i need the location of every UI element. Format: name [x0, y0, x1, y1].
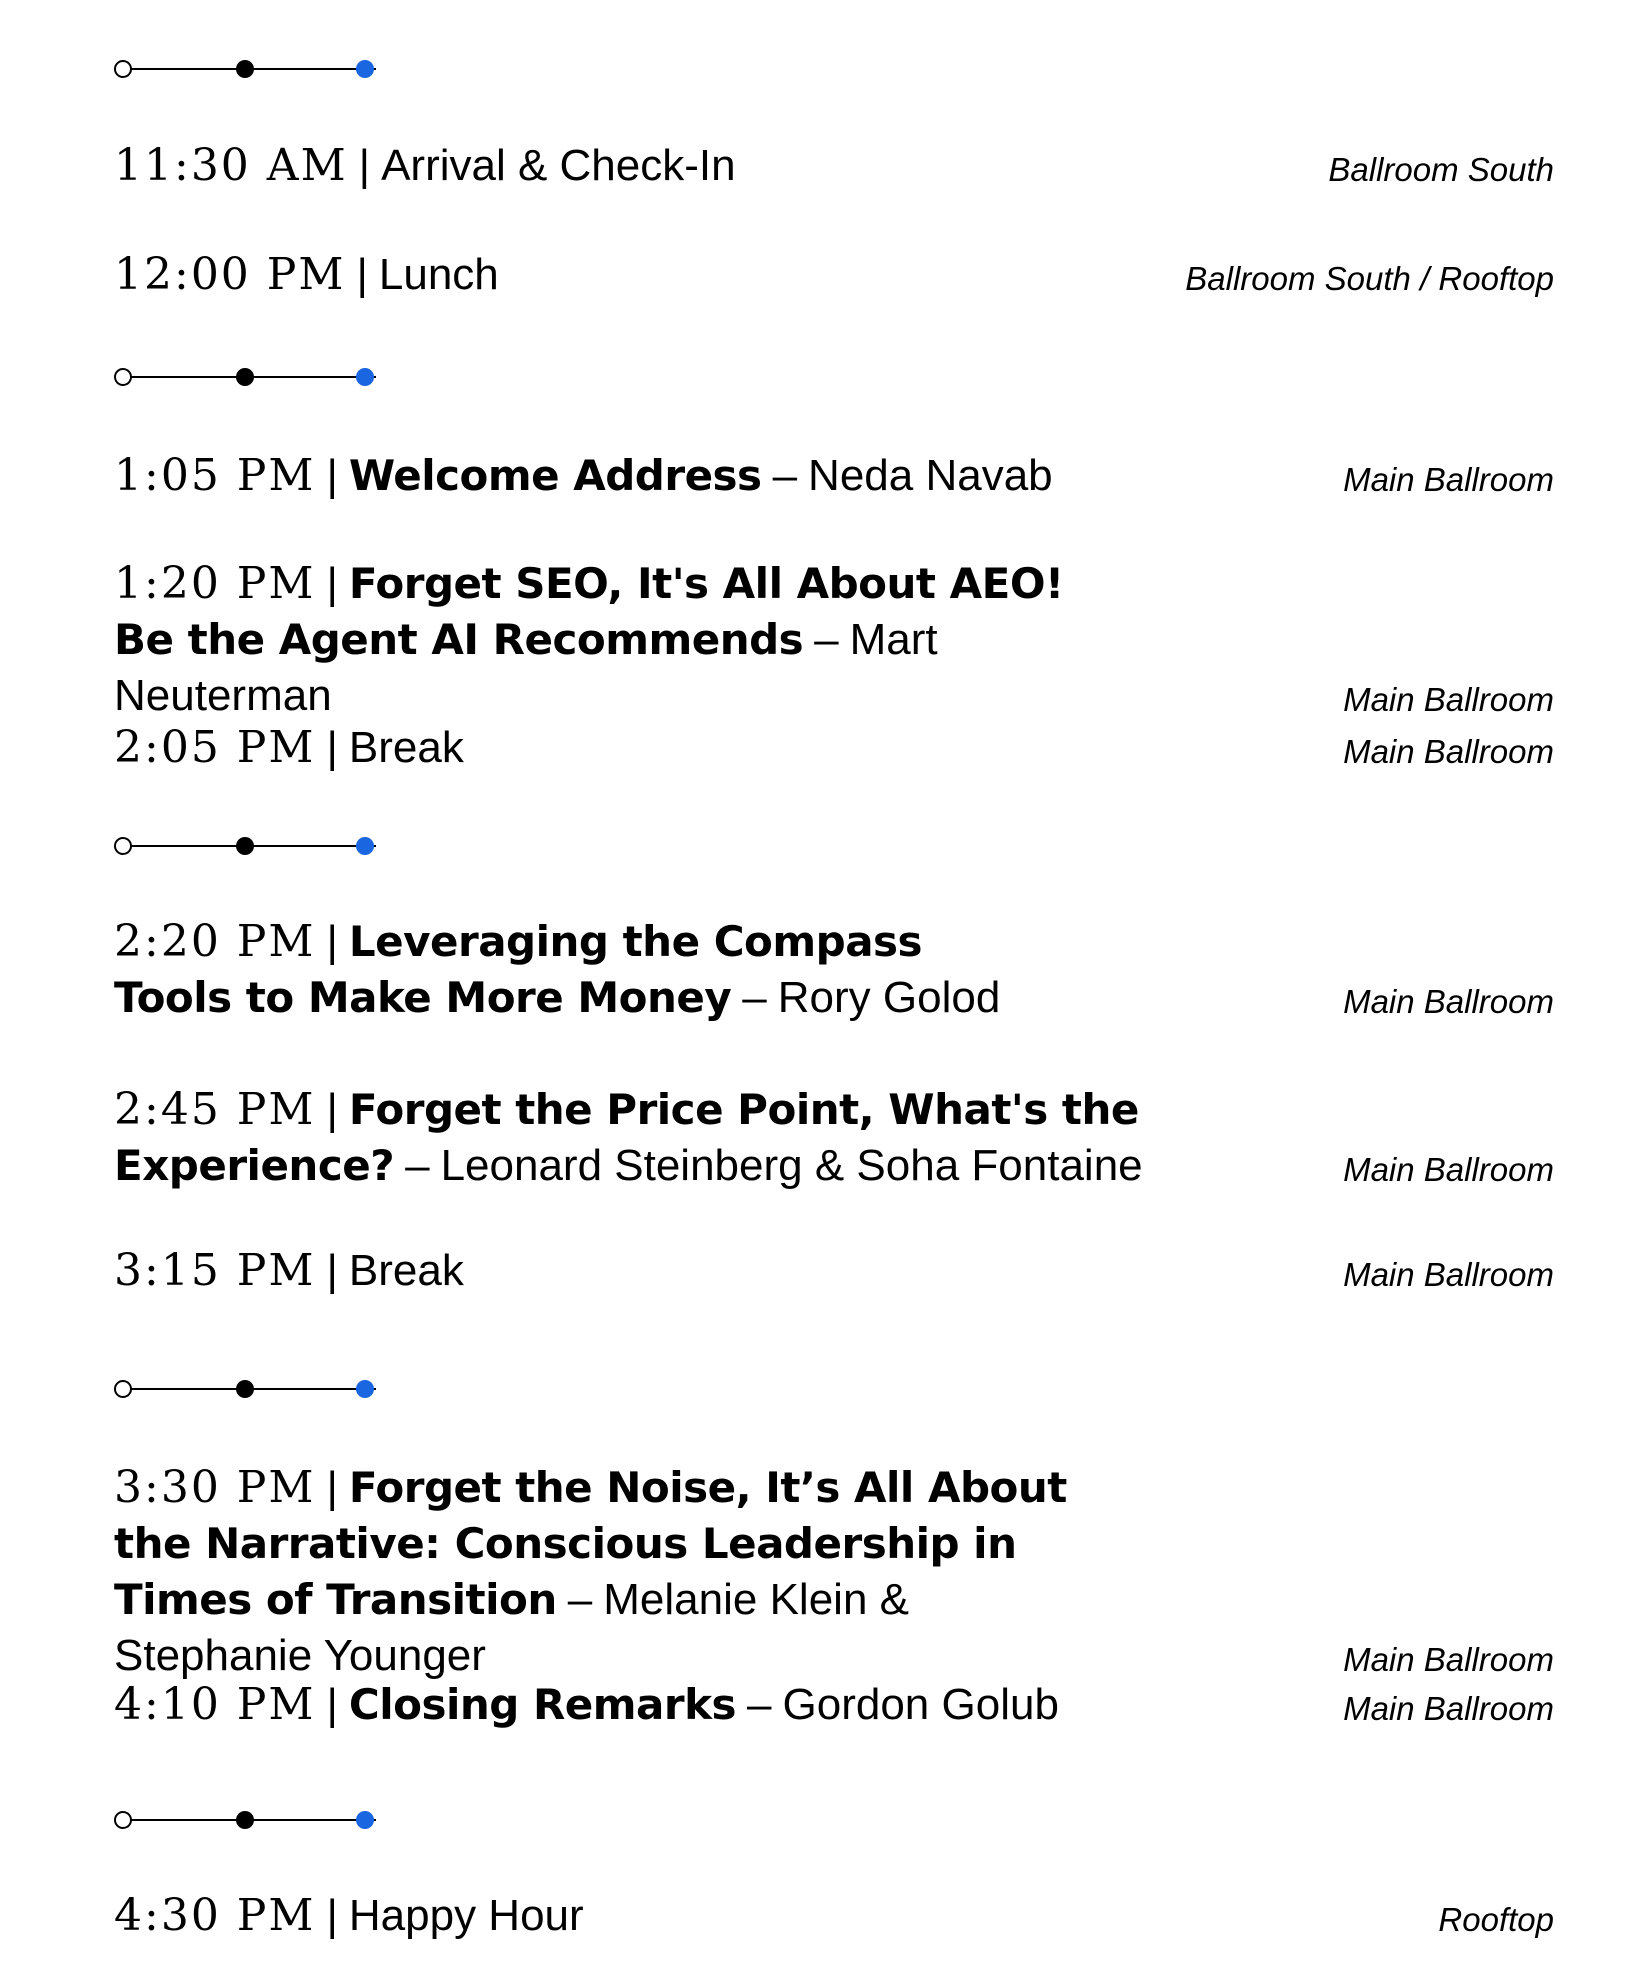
session-location: Main Ballroom	[1343, 1641, 1554, 1678]
session-title: Happy Hour	[348, 1891, 584, 1940]
schedule-item	[114, 914, 1554, 1026]
session-location: Main Ballroom	[1343, 681, 1554, 718]
session-speaker: Melanie Klein & Stephanie Younger	[114, 1575, 909, 1680]
session-time: 2:45 PM	[114, 1084, 316, 1135]
filled-circle-icon	[236, 368, 254, 386]
blue-circle-icon	[356, 837, 374, 855]
blue-circle-icon	[356, 368, 374, 386]
section-divider	[114, 58, 384, 80]
session-location: Rooftop	[1438, 1901, 1554, 1938]
session-title: Break	[348, 723, 464, 772]
session-time: 2:20 PM	[114, 916, 316, 967]
session-title: Forget the Noise, It’s All About the Narrative: Conscious Leadership in Times of Transition	[114, 1463, 1067, 1624]
separator: |	[326, 1246, 338, 1295]
section-divider	[114, 366, 384, 388]
session-title: Leveraging the Compass Tools to Make More Money	[114, 917, 923, 1022]
session-location: Ballroom South / Rooftop	[1185, 260, 1554, 297]
session-speaker: Leonard Steinberg & Soha Fontaine	[440, 1141, 1143, 1190]
open-circle-icon	[114, 60, 132, 78]
session-speaker: Rory Golod	[777, 973, 1001, 1022]
blue-circle-icon	[356, 60, 374, 78]
schedule-item	[114, 1460, 1554, 1684]
session-time: 3:30 PM	[114, 1462, 316, 1513]
session-time: 3:15 PM	[114, 1245, 316, 1296]
dash: –	[772, 451, 798, 500]
separator: |	[326, 723, 338, 772]
filled-circle-icon	[236, 1380, 254, 1398]
separator: |	[326, 1085, 338, 1134]
schedule-item	[114, 1677, 1554, 1733]
session-title: Forget SEO, It's All About AEO! Be the Agent AI Recommends	[114, 559, 1064, 664]
filled-circle-icon	[236, 60, 254, 78]
separator: |	[326, 451, 338, 500]
session-title: Closing Remarks	[348, 1680, 737, 1729]
session-speaker: Mart Neuterman	[114, 615, 938, 720]
section-divider	[114, 1378, 384, 1400]
session-time: 4:10 PM	[114, 1679, 316, 1730]
separator: |	[326, 1680, 338, 1729]
filled-circle-icon	[236, 837, 254, 855]
session-location: Ballroom South	[1328, 151, 1554, 188]
session-title: Lunch	[378, 250, 499, 299]
separator: |	[326, 559, 338, 608]
schedule-item	[114, 448, 1554, 504]
session-location: Main Ballroom	[1343, 461, 1554, 498]
schedule-item	[114, 1888, 1554, 1944]
dash: –	[567, 1575, 593, 1624]
schedule-item	[114, 138, 1554, 194]
session-time: 12:00 PM	[114, 249, 346, 300]
dash: –	[747, 1680, 772, 1729]
session-title: Arrival & Check-In	[381, 141, 736, 190]
session-time: 4:30 PM	[114, 1890, 316, 1941]
dash: –	[405, 1141, 430, 1190]
open-circle-icon	[114, 1380, 132, 1398]
session-time: 1:05 PM	[114, 450, 316, 501]
blue-circle-icon	[356, 1811, 374, 1829]
session-location: Main Ballroom	[1343, 1690, 1554, 1727]
open-circle-icon	[114, 1811, 132, 1829]
session-location: Main Ballroom	[1343, 733, 1554, 770]
dash: –	[814, 615, 839, 664]
session-location: Main Ballroom	[1343, 983, 1554, 1020]
dash: –	[742, 973, 767, 1022]
blue-circle-icon	[356, 1380, 374, 1398]
session-time: 2:05 PM	[114, 722, 316, 773]
separator: |	[326, 1891, 338, 1940]
schedule-item	[114, 1082, 1554, 1194]
schedule-item	[114, 247, 1554, 303]
section-divider	[114, 835, 384, 857]
session-time: 1:20 PM	[114, 558, 316, 609]
session-time: 11:30 AM	[114, 140, 348, 191]
schedule-item	[114, 1243, 1554, 1299]
open-circle-icon	[114, 368, 132, 386]
session-speaker: Neda Navab	[808, 451, 1053, 500]
session-title: Welcome Address	[348, 451, 762, 500]
schedule-item	[114, 556, 1554, 724]
session-title: Forget the Price Point, What's the Experience?	[114, 1085, 1139, 1190]
section-divider	[114, 1809, 384, 1831]
session-title: Break	[348, 1246, 464, 1295]
separator: |	[358, 141, 371, 190]
session-speaker: Gordon Golub	[782, 1680, 1059, 1729]
session-location: Main Ballroom	[1343, 1256, 1554, 1293]
separator: |	[326, 1463, 338, 1512]
separator: |	[326, 917, 338, 966]
schedule-item	[114, 720, 1554, 776]
session-location: Main Ballroom	[1343, 1151, 1554, 1188]
filled-circle-icon	[236, 1811, 254, 1829]
open-circle-icon	[114, 837, 132, 855]
separator: |	[356, 250, 368, 299]
